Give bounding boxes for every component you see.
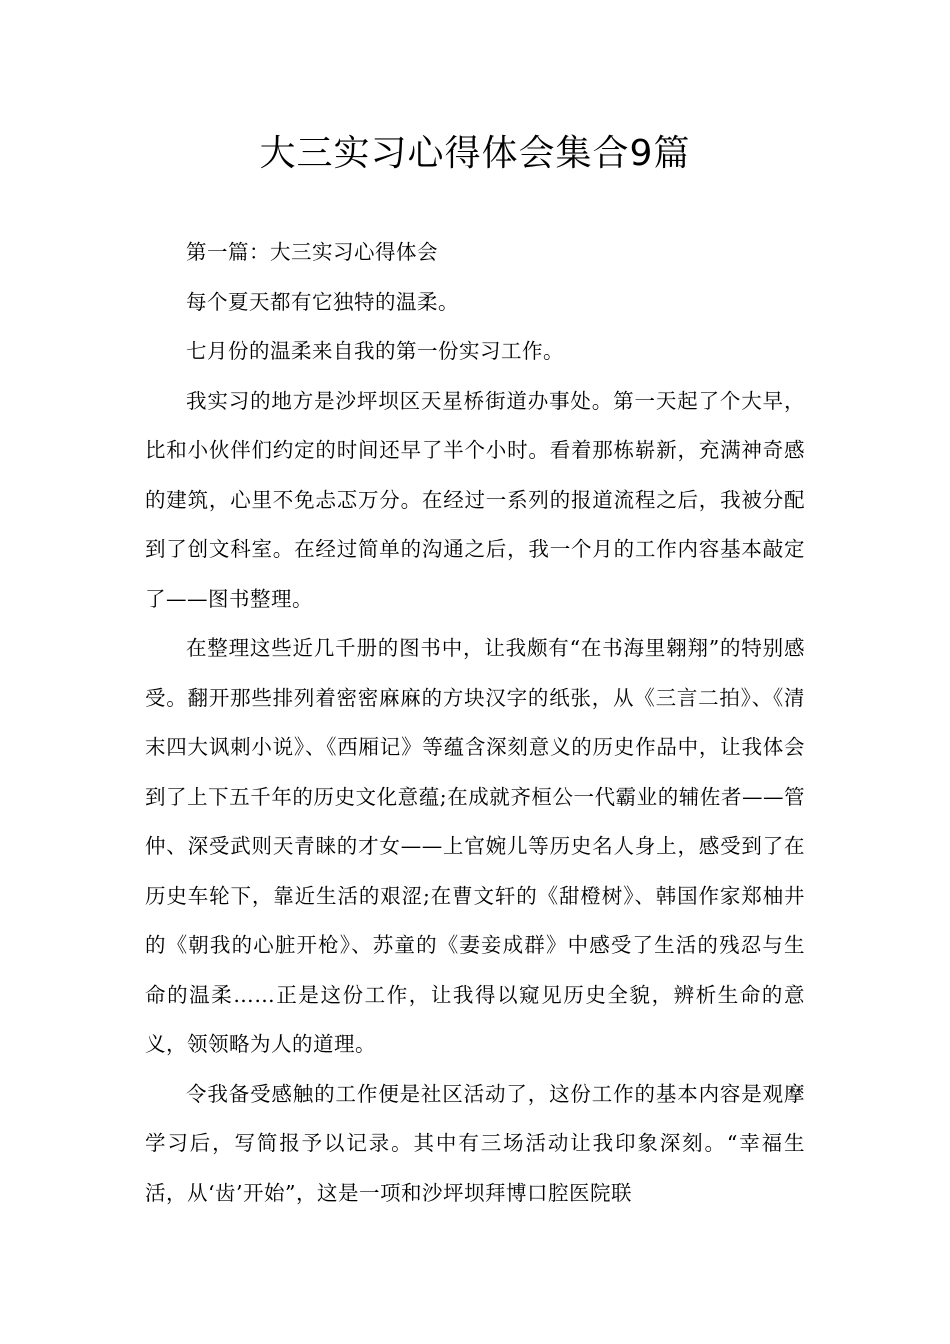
paragraph: 在整理这些近几千册的图书中，让我颇有“在书海里翱翔”的特别感受。翻开那些排列着密密麻麻的方块汉字的纸张，从《三言二拍》、《清末四大讽刺小说》、《西厢记》等蕴含深刻意义的历史作品中，让我体会到了上下五千年的历史文化意蕴;在成就齐桓公一代霸业的辅佐者——管仲、深受武则天青睐的才女——上官婉儿等历史名人身上，感受到了在历史车轮下，靠近生活的艰涩;在曹文轩的《甜橙树》、韩国作家郑柚井的《朝我的心脏开枪》、苏童的《妻妾成群》中感受了生活的残忍与生命的温柔……正是这份工作，让我得以窥见历史全貌，辨析生命的意义，领领略为人的道理。 <box>145 636 805 1056</box>
paragraph-section-heading: 第一篇：大三实习心得体会 <box>186 240 438 264</box>
paragraph: 令我备受感触的工作便是社区活动了，这份工作的基本内容是观摩学习后，写简报予以记录。其中有三场活动让我印象深刻。“幸福生活，从‘齿’开始”，这是一项和沙坪坝拜博口腔医院联 <box>145 1081 805 1205</box>
paragraph: 每个夏天都有它独特的温柔。 <box>186 289 459 314</box>
paragraph: 七月份的温柔来自我的第一份实习工作。 <box>186 339 564 363</box>
document-body <box>145 228 805 1218</box>
paragraph: 我实习的地方是沙坪坝区天星桥街道办事处。第一天起了个大早，比和小伙伴们约定的时间还早了半个小时。看着那栋崭新，充满神奇感的建筑，心里不免忐忑万分。在经过一系列的报道流程之后，我被分配到了创文科室。在经过简单的沟通之后，我一个月的工作内容基本敲定了——图书整理。 <box>145 388 805 611</box>
document-title: 大三实习心得体会集合9篇 <box>259 133 691 174</box>
